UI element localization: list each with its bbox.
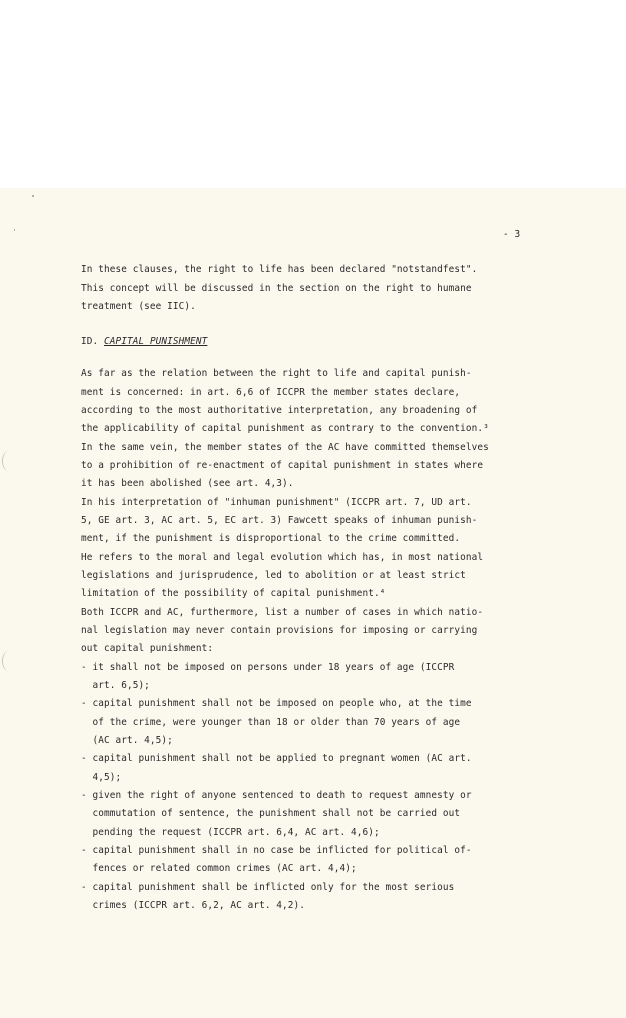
intro-line: This concept will be discussed in the section on the right to humane [81,283,472,294]
list-line: of the crime, were younger than 18 or older than 70 years of age [81,717,461,728]
body-line: In the same vein, the member states of the AC have committed themselves [81,442,489,453]
body-line: nal legislation may never contain provisions for imposing or carrying [81,625,478,636]
paper-speck [32,195,34,197]
page-number: - 3 [503,229,521,240]
list-line: crimes (ICCPR art. 6,2, AC art. 4,2). [81,900,306,911]
intro-line: In these clauses, the right to life has been declared "notstandfest". [81,264,478,275]
list-line: pending the request (ICCPR art. 6,4, AC art. 4,6); [81,827,380,838]
section-title: CAPITAL PUNISHMENT [103,336,208,347]
body-line: Both ICCPR and AC, furthermore, list a number of cases in which natio- [81,607,484,618]
list-line: art. 6,5); [81,680,150,691]
section-number: ID. [81,336,99,347]
top-margin [0,0,626,188]
punch-hole-mark [2,451,15,471]
body-line: ment, if the punishment is disproportional to the crime committed. [81,533,461,544]
list-line: commutation of sentence, the punishment shall not be carried out [81,808,461,819]
list-line: - capital punishment shall not be applied to pregnant women (AC art. [81,753,472,764]
list-line: - it shall not be imposed on persons under 18 years of age (ICCPR [81,662,455,673]
list-line: 4,5); [81,772,122,783]
list-line: - capital punishment shall not be imposed on people who, at the time [81,698,472,709]
document-page [0,188,626,1018]
paper-speck [14,229,15,231]
body-line: the applicability of capital punishment as contrary to the convention.³ [81,423,489,434]
body-line: limitation of the possibility of capital punishment.⁴ [81,588,386,599]
body-line: out capital punishment: [81,643,214,654]
list-line: - given the right of anyone sentenced to death to request amnesty or [81,790,472,801]
body-line: to a prohibition of re-enactment of capital punishment in states where [81,460,484,471]
body-line: legislations and jurisprudence, led to abolition or at least strict [81,570,466,581]
body-line: ment is concerned: in art. 6,6 of ICCPR the member states declare, [81,387,461,398]
body-line: 5, GE art. 3, AC art. 5, EC art. 3) Fawcett speaks of inhuman punish- [81,515,478,526]
section-heading [81,336,207,347]
body-line: He refers to the moral and legal evolution which has, in most national [81,552,484,563]
list-line: - capital punishment shall be inflicted only for the most serious [81,882,455,893]
intro-line: treatment (see IIC). [81,301,196,312]
body-line: In his interpretation of "inhuman punishment" (ICCPR art. 7, UD art. [81,497,472,508]
body-line: it has been abolished (see art. 4,3). [81,478,294,489]
list-line: fences or related common crimes (AC art. 4,4); [81,863,357,874]
list-line: (AC art. 4,5); [81,735,173,746]
list-line: - capital punishment shall in no case be inflicted for political of- [81,845,472,856]
body-line: As far as the relation between the right to life and capital punish- [81,368,472,379]
punch-hole-mark [2,651,15,671]
body-line: according to the most authoritative interpretation, any broadening of [81,405,478,416]
